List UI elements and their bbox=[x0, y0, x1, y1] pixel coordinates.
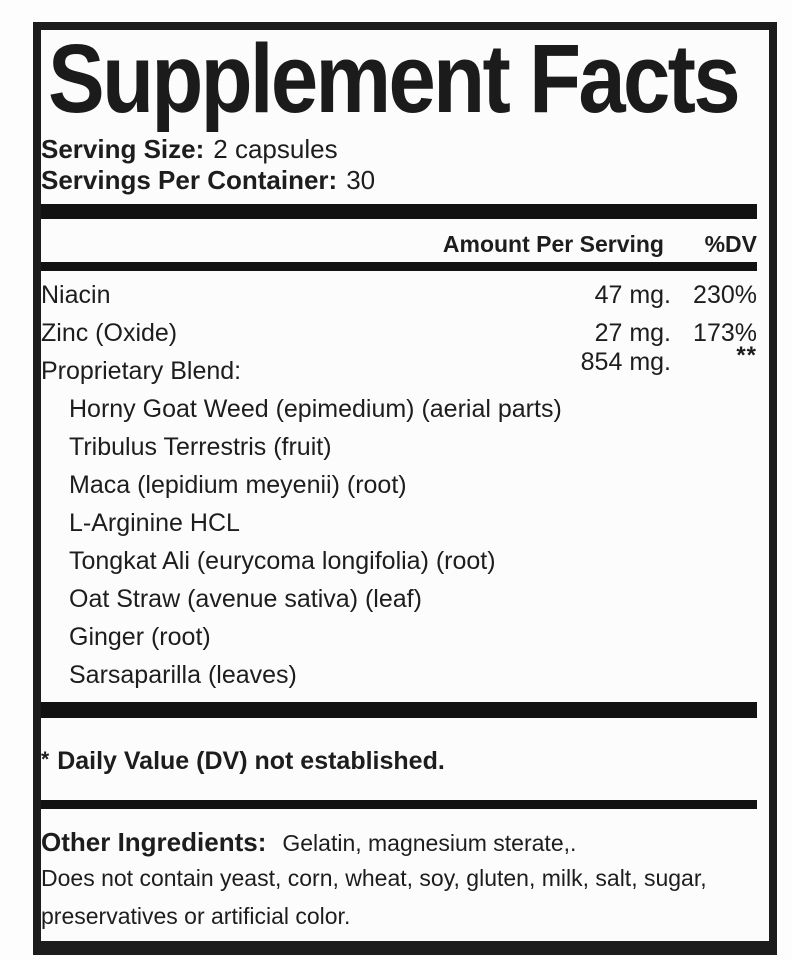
serving-info bbox=[41, 134, 757, 196]
footnote-text: Daily Value (DV) not established. bbox=[57, 747, 445, 775]
other-ingredients-value: Gelatin, magnesium sterate,. bbox=[282, 830, 577, 856]
footnote-rule bbox=[41, 800, 757, 809]
table-row bbox=[41, 428, 757, 466]
nutrient-name: Zinc (Oxide) bbox=[41, 319, 178, 347]
nutrient-amount: 27 mg. bbox=[594, 319, 671, 347]
does-not-contain-line-1: Does not contain yeast, corn, wheat, soy, gluten, milk, salt, sugar, bbox=[41, 865, 707, 891]
label-title-text: Supplement Facts bbox=[48, 24, 738, 133]
supplement-facts-label bbox=[33, 22, 777, 955]
nutrient-table bbox=[41, 276, 757, 694]
dv-header: %DV bbox=[704, 231, 757, 257]
nutrient-dv: 230% bbox=[693, 281, 757, 309]
blend-ingredient: L-Arginine HCL bbox=[69, 509, 240, 537]
label-title bbox=[48, 24, 744, 133]
blend-ingredient: Tongkat Ali (eurycoma longifolia) (root) bbox=[69, 547, 496, 575]
table-row bbox=[41, 504, 757, 542]
header-rule bbox=[41, 262, 757, 271]
blend-ingredient: Maca (lepidium meyenii) (root) bbox=[69, 471, 407, 499]
servings-per-container-label: Servings Per Container: bbox=[41, 165, 338, 195]
nutrient-name: Proprietary Blend: bbox=[41, 357, 242, 385]
other-ingredients-label: Other Ingredients: bbox=[41, 827, 267, 857]
blend-ingredient: Tribulus Terrestris (fruit) bbox=[69, 433, 332, 461]
serving-size-value: 2 capsules bbox=[213, 134, 338, 164]
separator-bar-top bbox=[41, 204, 757, 219]
blend-ingredient: Horny Goat Weed (epimedium) (aerial parts) bbox=[69, 395, 562, 423]
table-row bbox=[41, 342, 757, 390]
amount-per-serving-header: Amount Per Serving bbox=[442, 231, 664, 257]
table-row bbox=[41, 580, 757, 618]
blend-ingredient: Ginger (root) bbox=[69, 623, 211, 651]
nutrient-amount: 854 mg. bbox=[580, 348, 671, 376]
asterisk-marker: * bbox=[41, 748, 50, 771]
label-content bbox=[41, 24, 769, 941]
does-not-contain-line-2: preservatives or artificial color. bbox=[41, 903, 351, 929]
blend-ingredient: Sarsaparilla (leaves) bbox=[69, 661, 297, 689]
nutrient-name: Niacin bbox=[41, 281, 111, 309]
separator-bar-bottom bbox=[41, 702, 757, 718]
table-row bbox=[41, 542, 757, 580]
table-header-row bbox=[41, 231, 757, 257]
nutrient-dv: 173% bbox=[693, 319, 757, 347]
servings-per-container-value: 30 bbox=[346, 165, 376, 195]
table-row bbox=[41, 656, 757, 694]
table-row bbox=[41, 276, 757, 314]
table-row bbox=[41, 618, 757, 656]
table-row bbox=[41, 466, 757, 504]
other-ingredients-line bbox=[41, 827, 757, 859]
blend-ingredient: Oat Straw (avenue sativa) (leaf) bbox=[69, 585, 422, 613]
serving-size-line bbox=[41, 134, 757, 165]
table-row bbox=[41, 390, 757, 428]
servings-per-container-line bbox=[41, 165, 757, 196]
daily-value-footnote bbox=[41, 746, 757, 778]
serving-size-label: Serving Size: bbox=[41, 134, 205, 164]
nutrient-amount: 47 mg. bbox=[594, 281, 671, 309]
nutrient-dv: ** bbox=[736, 342, 757, 369]
